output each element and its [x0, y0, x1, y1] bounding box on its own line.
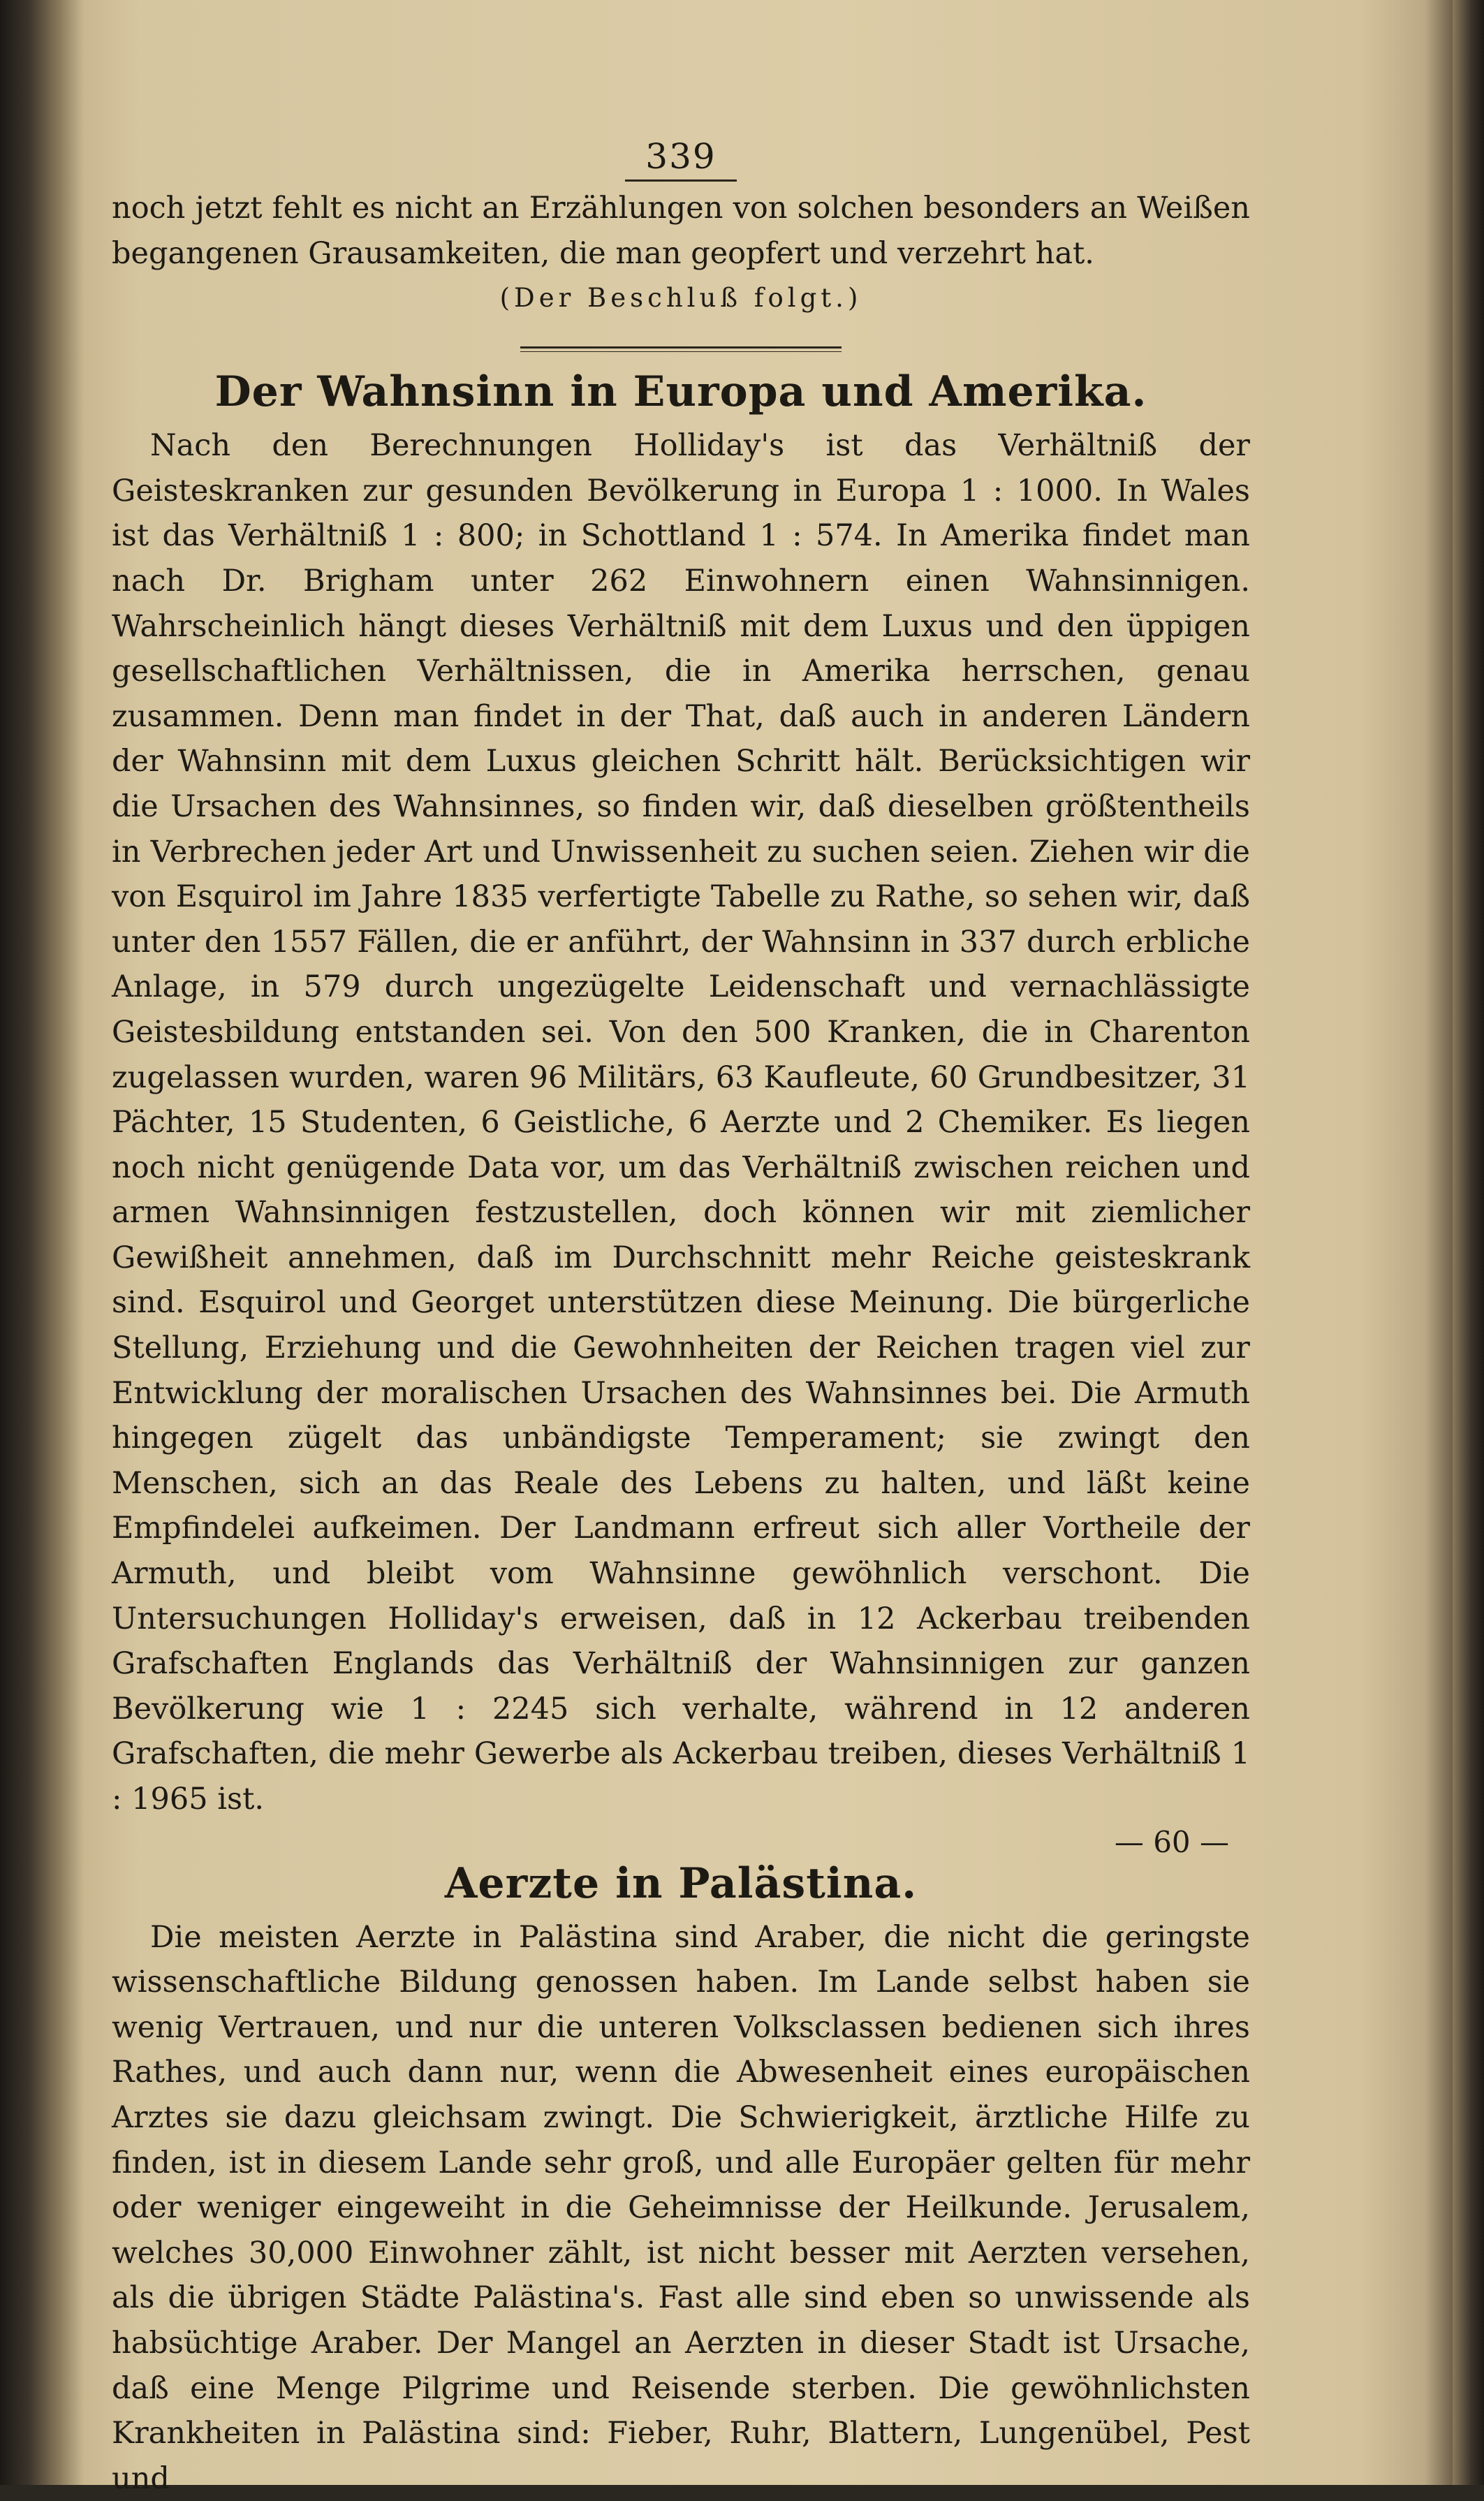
article-body-physicians: Die meisten Aerzte in Palästina sind Araber, die nicht die geringste wissenschaftliche Bildung genossen haben. Im Lande selbst haben sie wenig Vertrauen, und nur die unteren Volksclassen bedienen sich ihres Rathes, und auch dann nur, wenn die Abwesenheit eines europäischen Arztes sie dazu gleichsam zwingt. Die Schwierigkeit, ärztliche Hilfe zu finden, ist in diesem Lande sehr groß, und alle Europäer gelten für mehr oder weniger eingeweiht in die Geheimnisse der Heilkunde. Jerusalem, welches 30,000 Einwohner zählt, ist nicht besser mit Aerzten versehen, als die übrigen Städte Palästina's. Fast alle sind eben so unwissende als habsüchtige Araber. Der Mangel an Aerzten in dieser Stadt ist Ursache, daß eine Menge Pilgrime und Reisende sterben. Die gewöhnlichsten Krankheiten in Palästina sind: Fieber, Ruhr, Blattern, Lungenübel, Pest und [112, 1919, 1250, 2496]
article-body-insanity: Nach den Berechnungen Holliday's ist das Verhältniß der Geisteskranken zur gesunden Bevölkerung in Europa 1 : 1000. In Wales ist das Verhältniß 1 : 800; in Schottland 1 : 574. In Amerika findet man nach Dr. Brigham unter 262 Einwohnern einen Wahnsinnigen. Wahrscheinlich hängt dieses Verhältniß mit dem Luxus und den üppigen gesellschaftlichen Verhältnissen, die in Amerika herrschen, genau zusammen. Denn man findet in der That, daß auch in anderen Ländern der Wahnsinn mit dem Luxus gleichen Schritt hält. Berücksichtigen wir die Ursachen des Wahnsinnes, so finden wir, daß dieselben größtentheils in Verbrechen jeder Art und Unwissenheit zu suchen seien. Ziehen wir die von Esquirol im Jahre 1835 verfertigte Tabelle zu Rathe, so sehen wir, daß unter den 1557 Fällen, die er anführt, der Wahnsinn in 337 durch erbliche Anlage, in 579 durch ungezügelte Leidenschaft und vernachlässigte Geistesbildung entstanden sei. Von den 500 Kranken, die in Charenton zugelassen wurden, waren 96 Militärs, 63 Kaufleute, 60 Grundbesitzer, 31 Pächter, 15 Studenten, 6 Geistliche, 6 Aerzte und 2 Chemiker. Es liegen noch nicht genügende Data vor, um das Verhältniß zwischen reichen und armen Wahnsinnigen festzustellen, doch können wir mit ziemlicher Gewißheit annehmen, daß im Durchschnitt mehr Reiche geisteskrank sind. Esquirol und Georget unterstützen diese Meinung. Die bürgerliche Stellung, Erziehung und die Gewohnheiten der Reichen tragen viel zur Entwicklung der moralischen Ursachen des Wahnsinnes bei. Die Armuth hingegen zügelt das unbändigste Temperament; sie zwingt den Menschen, sich an das Reale des Lebens zu halten, und läßt keine Empfindelei aufkeimen. Der Landmann erfreut sich aller Vortheile der Armuth, und bleibt vom Wahnsinne gewöhnlich verschont. Die Untersuchungen Holliday's erweisen, daß in 12 Ackerbau treibenden Grafschaften Englands das Verhältniß der Wahnsinnigen zur ganzen Bevölkerung wie 1 : 2245 sich verhalte, während in 12 anderen Grafschaften, die mehr Gewerbe als Ackerbau treiben, dieses Verhältniß 1 : 1965 ist. [112, 428, 1250, 1817]
page-edge [1453, 0, 1484, 2485]
page-content [112, 136, 1250, 2501]
article-title-insanity: Der Wahnsinn in Europa und Amerika. [214, 367, 1147, 417]
page-number: 339 [625, 136, 737, 182]
section-divider [520, 346, 842, 352]
continuation-note: (Der Beschluß folgt.) [499, 283, 862, 314]
article-title-physicians: Aerzte in Palästina. [444, 1858, 918, 1908]
article-end-marker: — 60 — [1114, 1824, 1229, 1859]
article-tail-text: noch jetzt fehlt es nicht an Erzählungen von solchen besonders an Weißen begangenen Grausamkeiten, die man geopfert und verzehrt hat. [112, 191, 1250, 271]
